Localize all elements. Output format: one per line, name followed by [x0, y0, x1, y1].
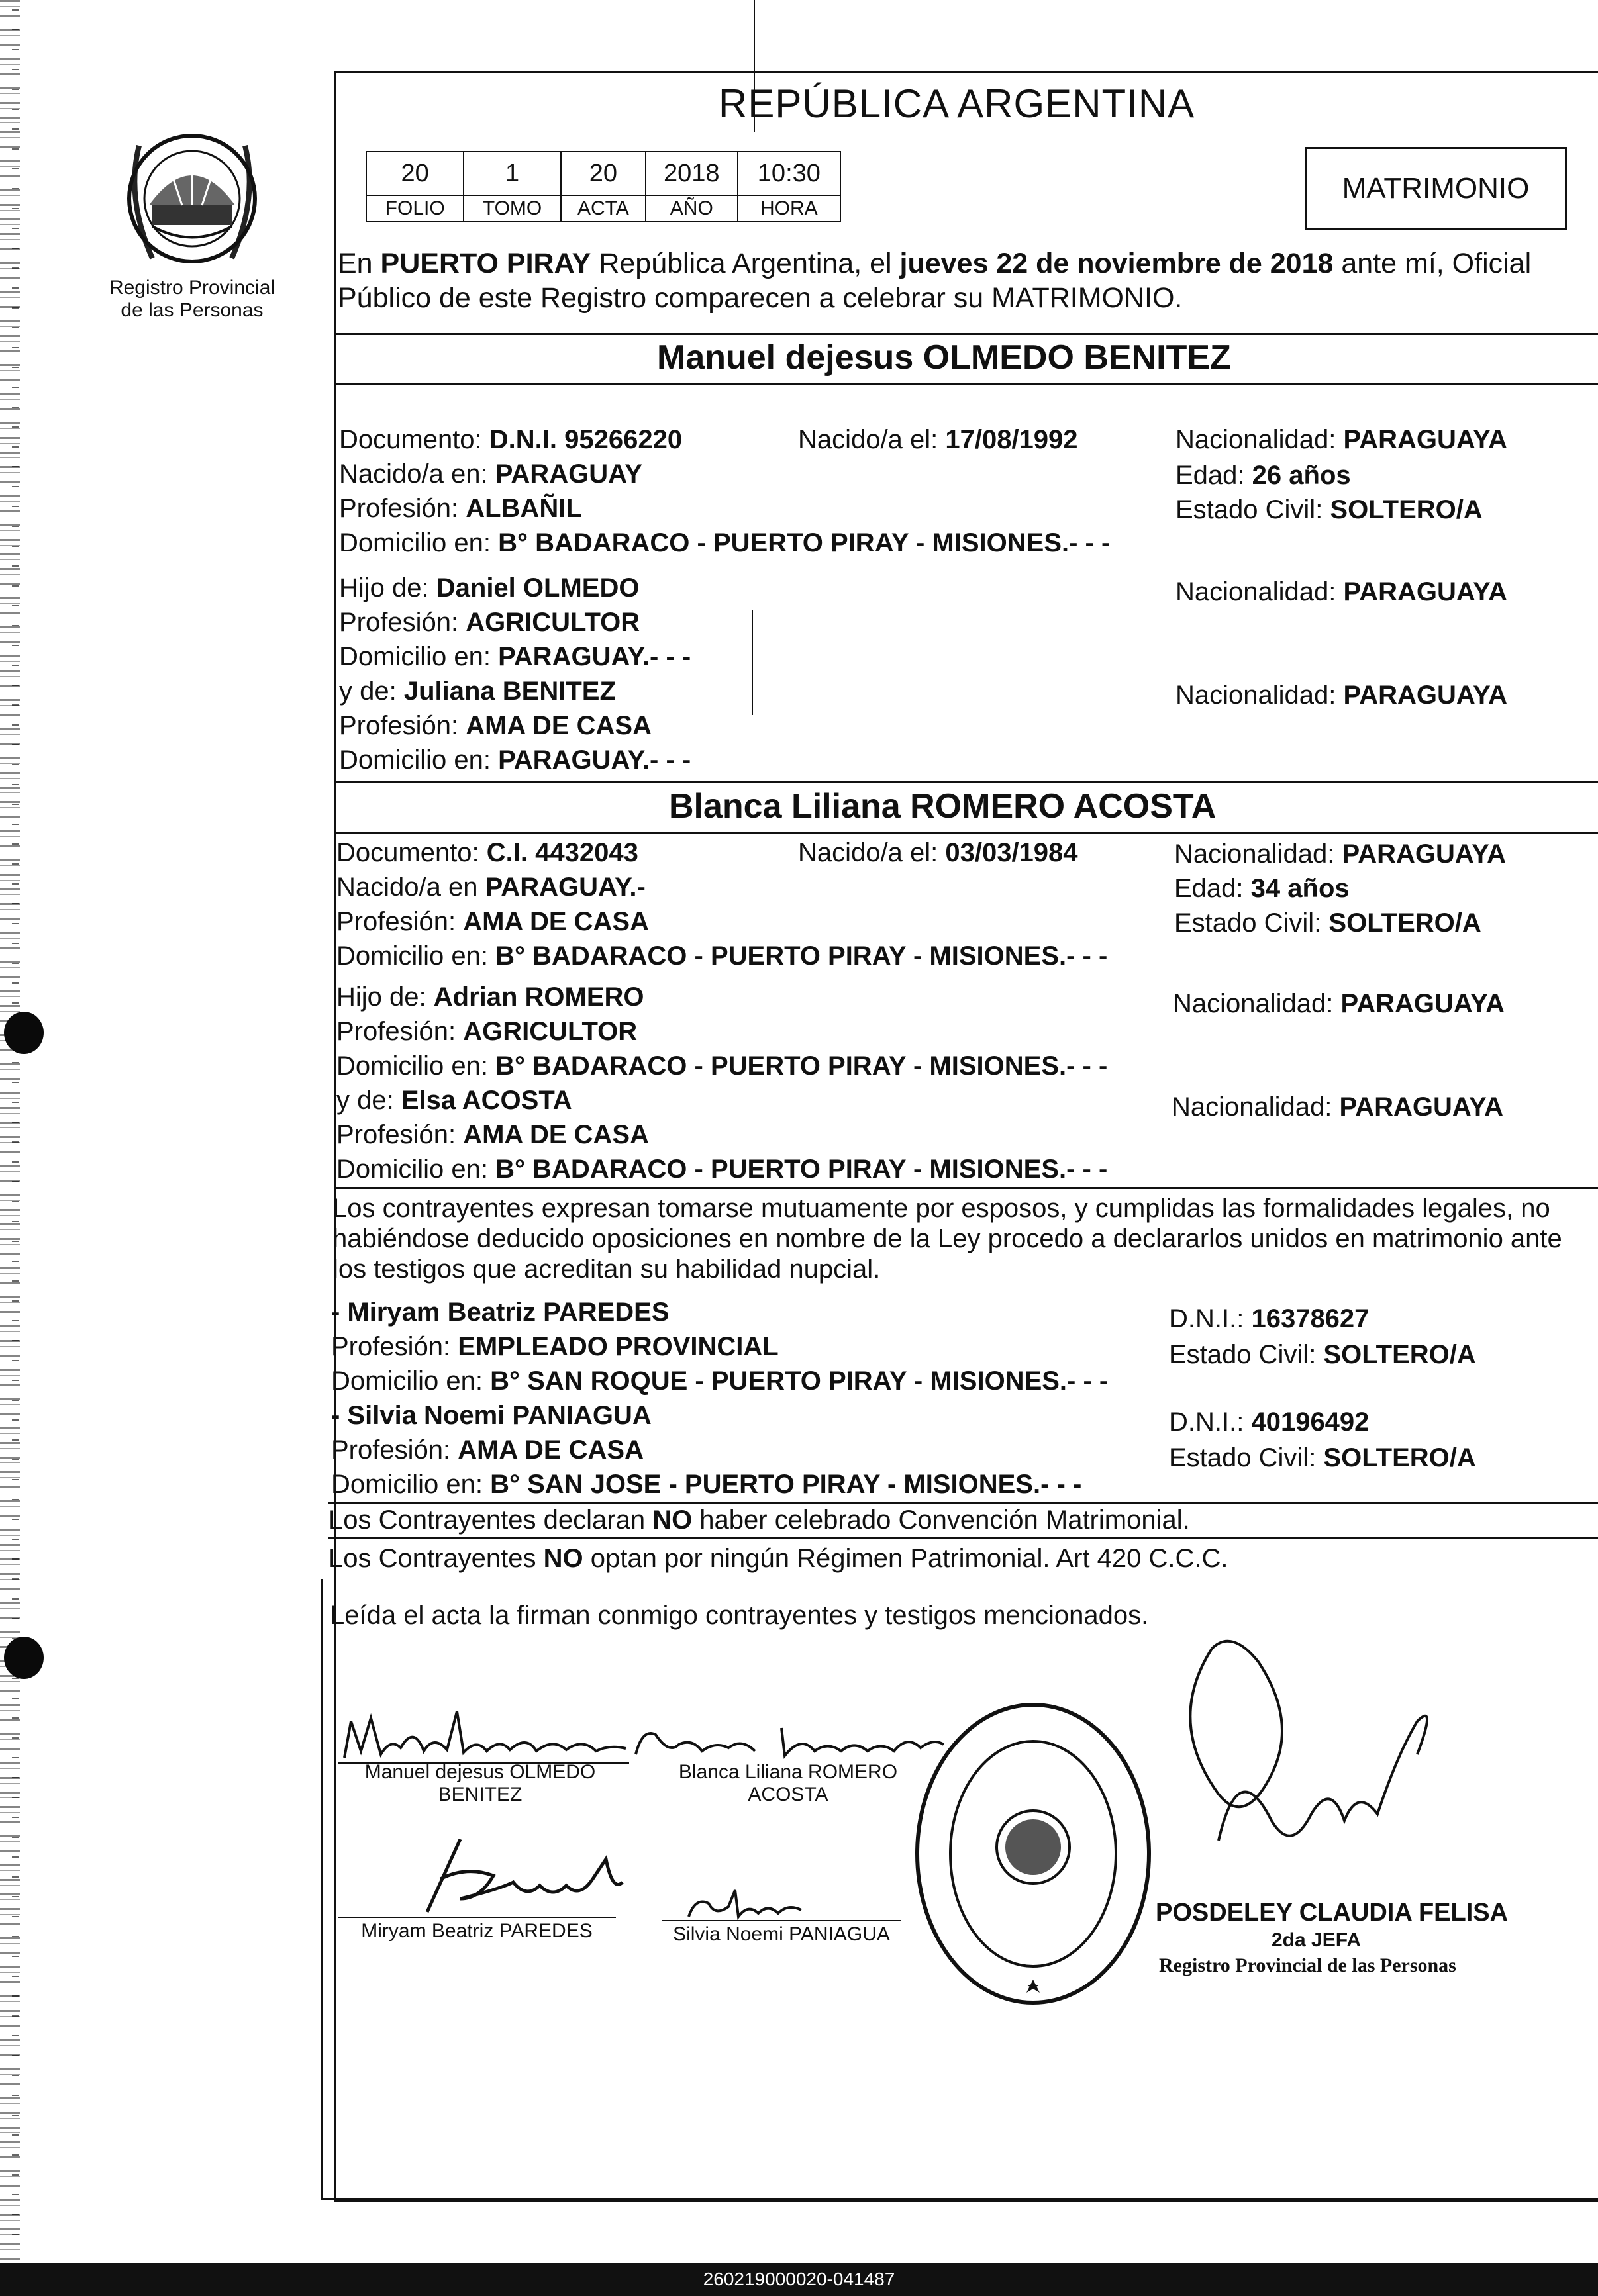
witness1-signature-line: [338, 1917, 616, 1918]
acta-value: 20: [561, 152, 646, 195]
folio-label: FOLIO: [366, 195, 464, 222]
logo-caption-line2: de las Personas: [121, 299, 264, 321]
barcode-number: 260219000020-041487: [0, 2263, 1598, 2296]
spouse2-profesion: Profesión: AMA DE CASA: [336, 907, 649, 936]
spouse2-madre-nacionalidad: Nacionalidad: PARAGUAYA: [1172, 1092, 1503, 1122]
convention-line2: Los Contrayentes NO optan por ningún Régimen Patrimonial. Art 420 C.C.C.: [328, 1544, 1228, 1573]
hora-value: 10:30: [738, 152, 840, 195]
spouse2-signature: [629, 1715, 947, 1768]
spouse1-domicilio: Domicilio en: B° BADARACO - PUERTO PIRAY - MISIONES.- - -: [339, 528, 1111, 557]
divider: [334, 832, 1598, 834]
spouse1-madre-domicilio: Domicilio en: PARAGUAY.- - -: [339, 745, 691, 775]
spouse1-padre: Hijo de: Daniel OLMEDO: [339, 573, 640, 602]
intro-line1: En PUERTO PIRAY República Argentina, el jueves 22 de noviembre de 2018 ante mí, Oficial: [338, 248, 1532, 279]
witness1-domicilio: Domicilio en: B° SAN ROQUE - PUERTO PIRAY - MISIONES.- - -: [331, 1366, 1109, 1396]
spouse2-padre-nacionalidad: Nacionalidad: PARAGUAYA: [1173, 989, 1505, 1018]
witness1-profesion: Profesión: EMPLEADO PROVINCIAL: [331, 1332, 779, 1361]
spouse2-padre: Hijo de: Adrian ROMERO: [336, 982, 644, 1012]
spouse2-madre-profesion: Profesión: AMA DE CASA: [336, 1120, 649, 1149]
tomo-value: 1: [464, 152, 560, 195]
document-type-box: [1305, 147, 1567, 230]
spouse2-padre-domicilio: Domicilio en: B° BADARACO - PUERTO PIRAY - MISIONES.- - -: [336, 1051, 1108, 1080]
witness2-profesion: Profesión: AMA DE CASA: [331, 1435, 644, 1464]
scan-edge-artifact: [12, 0, 19, 2251]
spouse1-estado-civil: Estado Civil: SOLTERO/A: [1175, 495, 1483, 524]
spouse1-nacido-el: Nacido/a el: 17/08/1992: [798, 425, 1078, 454]
spouse1-signature: [334, 1698, 632, 1771]
spouse1-documento: Documento: D.N.I. 95266220: [339, 425, 683, 454]
spouse1-name: Manuel dejesus OLMEDO BENITEZ: [657, 338, 1231, 377]
spouse2-nacido-en: Nacido/a en PARAGUAY.-: [336, 873, 646, 902]
spouse2-estado-civil: Estado Civil: SOLTERO/A: [1174, 908, 1481, 937]
witness1-estado-civil: Estado Civil: SOLTERO/A: [1169, 1340, 1476, 1369]
witness2-domicilio: Domicilio en: B° SAN JOSE - PUERTO PIRAY - MISIONES.- - -: [331, 1470, 1082, 1499]
spouse1-profesion: Profesión: ALBAÑIL: [339, 494, 582, 523]
spouse1-madre: y de: Juliana BENITEZ: [339, 677, 616, 706]
official-title: 2da JEFA: [1272, 1929, 1362, 1951]
witness1-dni: D.N.I.: 16378627: [1169, 1304, 1370, 1333]
hora-label: HORA: [738, 195, 840, 222]
declaration-line3: los testigos que acreditan su habilidad nupcial.: [332, 1255, 881, 1284]
divider: [334, 1187, 1598, 1189]
witness2-signature-line: [662, 1920, 901, 1921]
spouse2-padre-profesion: Profesión: AGRICULTOR: [336, 1017, 638, 1046]
divider: [334, 781, 1598, 783]
spouse1-nacido-en: Nacido/a en: PARAGUAY: [339, 459, 642, 489]
spouse2-documento: Documento: C.I. 4432043: [336, 838, 638, 867]
registry-seal: [907, 1698, 1159, 2009]
document-type: MATRIMONIO: [1342, 172, 1530, 205]
spouse1-padre-domicilio: Domicilio en: PARAGUAY.- - -: [339, 642, 691, 671]
punch-hole: [4, 1012, 44, 1054]
convention-line1: Los Contrayentes declaran NO haber celebrado Convención Matrimonial.: [328, 1506, 1190, 1535]
declaration-line1: Los contrayentes expresan tomarse mutuamente por esposos, y cumplidas las formalidades legales, no: [332, 1194, 1550, 1223]
declaration-line2: habiéndose deducido oposiciones en nombre de la Ley procedo a declararlos unidos en matrimonio ante: [332, 1224, 1562, 1253]
spouse1-nacionalidad: Nacionalidad: PARAGUAYA: [1175, 425, 1507, 454]
witness2-name: - Silvia Noemi PANIAGUA: [331, 1401, 652, 1430]
witness2-dni: D.N.I.: 40196492: [1169, 1408, 1370, 1437]
closing-text: Leída el acta la firman conmigo contrayentes y testigos mencionados.: [330, 1601, 1149, 1630]
witness1-name: - Miryam Beatriz PAREDES: [331, 1298, 670, 1327]
official-office: Registro Provincial de las Personas: [1159, 1954, 1456, 1976]
spouse1-padre-profesion: Profesión: AGRICULTOR: [339, 608, 640, 637]
spouse2-signature-caption: Blanca Liliana ROMERO ACOSTA: [678, 1761, 898, 1805]
witness2-signature: [675, 1877, 808, 1930]
spouse2-nacido-el: Nacido/a el: 03/03/1984: [798, 838, 1078, 867]
spouse1-madre-nacionalidad: Nacionalidad: PARAGUAYA: [1175, 681, 1507, 710]
spouse1-padre-nacionalidad: Nacionalidad: PARAGUAYA: [1175, 577, 1507, 606]
divider: [334, 333, 1598, 335]
spouse1-madre-profesion: Profesión: AMA DE CASA: [339, 711, 652, 740]
country-title: REPÚBLICA ARGENTINA: [719, 81, 1195, 126]
spouse2-edad: Edad: 34 años: [1174, 874, 1350, 903]
anio-value: 2018: [646, 152, 738, 195]
logo-caption: [96, 277, 288, 322]
spouse1-edad: Edad: 26 años: [1175, 461, 1351, 490]
divider: [334, 383, 1598, 385]
spouse2-madre-domicilio: Domicilio en: B° BADARACO - PUERTO PIRAY - MISIONES.- - -: [336, 1155, 1108, 1184]
anio-label: AÑO: [646, 195, 738, 222]
acta-label: ACTA: [561, 195, 646, 222]
witness1-signature: [361, 1826, 639, 1925]
official-signature: [1139, 1622, 1457, 1913]
tomo-label: TOMO: [464, 195, 560, 222]
witness1-signature-caption: Miryam Beatriz PAREDES: [361, 1920, 593, 1942]
witness2-signature-caption: Silvia Noemi PANIAGUA: [673, 1923, 890, 1945]
divider: [328, 1537, 1598, 1539]
logo-caption-line1: Registro Provincial: [109, 277, 275, 299]
intro-line2: Público de este Registro comparecen a celebrar su MATRIMONIO.: [338, 282, 1183, 314]
punch-hole: [4, 1637, 44, 1679]
spouse2-nacionalidad: Nacionalidad: PARAGUAYA: [1174, 839, 1506, 869]
record-table: [366, 151, 841, 222]
provincial-logo: [113, 106, 272, 291]
spouse2-madre: y de: Elsa ACOSTA: [336, 1086, 572, 1115]
spouse2-name: Blanca Liliana ROMERO ACOSTA: [669, 787, 1217, 826]
scan-mark: [752, 610, 753, 715]
spouse1-signature-caption: Manuel dejesus OLMEDO BENITEZ: [364, 1761, 596, 1805]
spouse2-domicilio: Domicilio en: B° BADARACO - PUERTO PIRAY - MISIONES.- - -: [336, 941, 1108, 971]
witness2-estado-civil: Estado Civil: SOLTERO/A: [1169, 1443, 1476, 1472]
folio-value: 20: [366, 152, 464, 195]
official-name: POSDELEY CLAUDIA FELISA: [1156, 1899, 1509, 1927]
